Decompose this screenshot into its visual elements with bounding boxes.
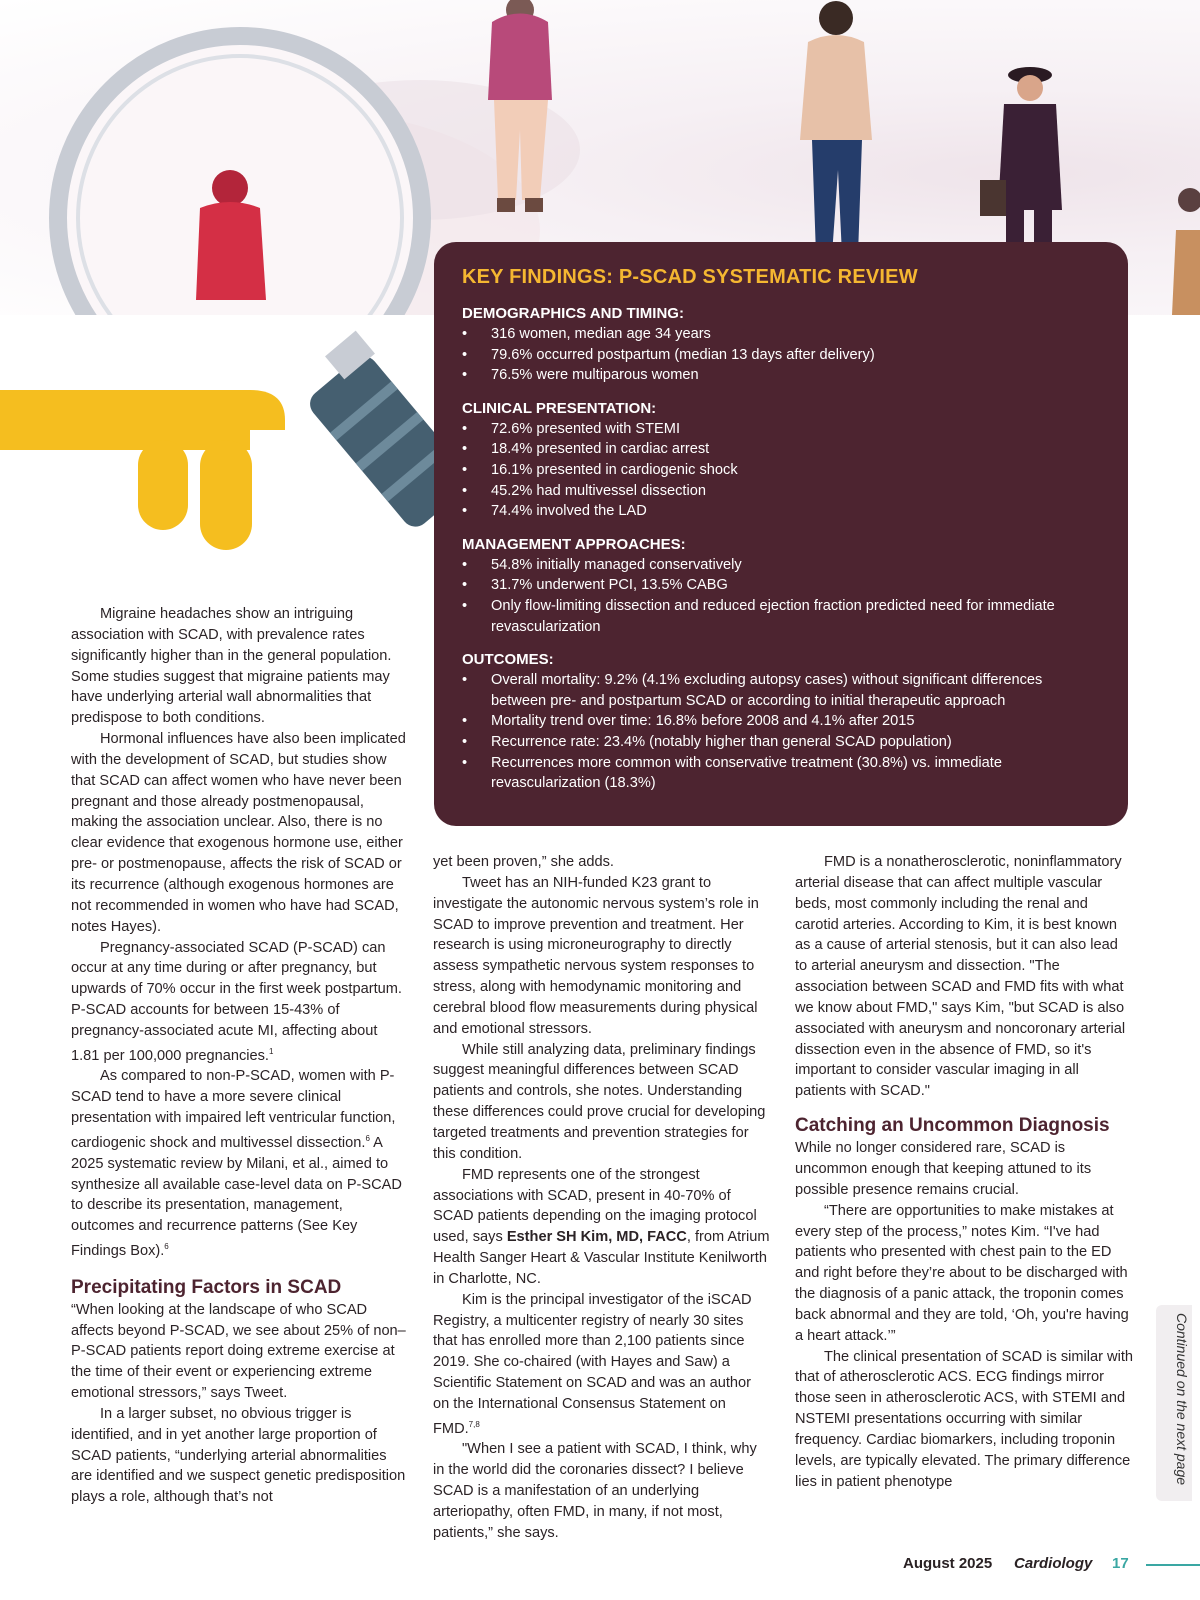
paragraph	[71, 1066, 408, 1261]
finding-item: • Mortality trend over time: 16.8% before 2008 and 4.1% after 2015	[462, 711, 1100, 732]
citation: 6	[164, 1242, 169, 1252]
finding-item: • 45.2% had multivessel dissection	[462, 481, 1100, 502]
footer-date: August 2025	[903, 1555, 993, 1572]
finding-item: • 18.4% presented in cardiac arrest	[462, 439, 1100, 460]
citation: 6	[365, 1133, 370, 1143]
article-column-3	[795, 852, 1133, 1492]
paragraph: In a larger subset, no obvious trigger is identified, and in yet another large proportion of SCAD patients, “underlying arterial abnormalities are identified and we suspect genetic predisposition plays a role, although that’s not	[71, 1405, 406, 1506]
finding-item: • 316 women, median age 34 years	[462, 324, 1100, 345]
footer-rule	[1146, 1564, 1200, 1566]
magnifier-illustration	[58, 36, 422, 315]
continued-tab	[1156, 1305, 1192, 1501]
paragraph-text: Pregnancy-associated SCAD (P-SCAD) can occur at any time during or after pregnancy, but upwards of 70% occur in the first week postpartum. P-SCAD accounts for between 15-43% of pregnancy-associated acute MI, affecting about 1.81 per 100,000 pregnancies.	[71, 939, 402, 1064]
paragraph-text: As compared to non-P-SCAD, women with P-SCAD tend to have a more severe clinical presentation with impaired left ventricular function, cardiogenic shock and multivessel dissection.	[71, 1068, 396, 1151]
paragraph-text: Kim is the principal investigator of the iSCAD Registry, a multicenter registry of nearly 30 sites that has enrolled more than 2,100 patients since 2019. She co-chaired (with Hayes and Saw) a Scientific Statement on SCAD and was an author on the International Consensus Statement on FMD.	[433, 1291, 752, 1437]
finding-item: • 54.8% initially managed conservatively	[462, 555, 1100, 576]
article-column-1	[71, 604, 408, 1508]
paragraph: While no longer considered rare, SCAD is uncommon enough that keeping attuned to its possible presence remains crucial.	[795, 1140, 1092, 1198]
finding-item: • Only flow-limiting dissection and reduced ejection fraction predicted need for immediate revascularization	[462, 596, 1100, 637]
citation: 7,8	[468, 1419, 480, 1429]
section-heading: CLINICAL PRESENTATION:	[462, 399, 657, 417]
paragraph-text: , from Atrium Health Sanger Heart & Vascular Institute Kenilworth in Charlotte, NC.	[433, 1229, 770, 1287]
paragraph: yet been proven,” she adds.	[433, 854, 614, 870]
finding-item: • 79.6% occurred postpartum (median 13 days after delivery)	[462, 345, 1100, 366]
page-number: 17	[1112, 1555, 1129, 1572]
key-findings-title: KEY FINDINGS: P-SCAD SYSTEMATIC REVIEW	[462, 266, 918, 288]
citation: 1	[268, 1046, 274, 1056]
paragraph: The clinical presentation of SCAD is similar with that of atherosclerotic ACS. ECG findings mirror those seen in atherosclerotic ACS, with STEMI and NSTEMI presentations occurring with similar frequency. Cardiac biomarkers, including troponin levels, are typically elevated. The primary difference lies in patient phenotype	[795, 1348, 1134, 1490]
article-column-2	[433, 852, 770, 1544]
paragraph: "When I see a patient with SCAD, I think, why in the world did the coronaries dissect? I believe SCAD is a manifestation of an underlying arteriopathy, often FMD, in many, if not most, patients,” she says.	[433, 1441, 757, 1541]
findings-list	[462, 419, 1100, 522]
paragraph: “There are opportunities to make mistakes at every step of the process,” notes Kim. “I've had patients who presented with chest pain to the ED and right before they’re about to be discharged with the diagnosis of a panic attack, the troponin comes back abnormal and they are told, ‘Oh, you're having a heart attack.’”	[795, 1202, 1129, 1344]
person-figure	[800, 1, 872, 260]
footer-publication: Cardiology	[1014, 1555, 1093, 1572]
paragraph: Hormonal influences have also been implicated with the development of SCAD, but studies show that SCAD can affect women who have never been pregnant and those already postmenopausal, making the association unclear. Also, there is no clear evidence that exogenous hormone use, either pre- or postmenopause, affects the risk of SCAD or its recurrence (although exogenous hormones are not recommended in women who have had SCAD, notes Hayes).	[71, 731, 406, 935]
finding-item: • 76.5% were multiparous women	[462, 365, 1100, 386]
paragraph: “When looking at the landscape of who SCAD affects beyond P-SCAD, we see about 25% of non–P-SCAD patients report doing extreme exercise at the time of their event or experiencing extreme emotional stressors,” says Tweet.	[71, 1301, 406, 1402]
paragraph: While still analyzing data, preliminary findings suggest meaningful differences between SCAD patients and controls, she notes. Understanding these differences could prove crucial for developing targeted treatments and prevention strategies for this condition.	[433, 1041, 766, 1162]
finding-item: • 31.7% underwent PCI, 13.5% CABG	[462, 575, 1100, 596]
section-heading: Catching an Uncommon Diagnosis	[795, 1115, 1110, 1137]
finding-item: • Recurrence rate: 23.4% (notably higher than general SCAD population)	[462, 732, 1100, 753]
findings-list	[462, 555, 1100, 637]
section-heading: Precipitating Factors in SCAD	[71, 1276, 342, 1298]
paragraph	[71, 938, 408, 1067]
paragraph-text: FMD represents one of the strongest associations with SCAD, present in 40-70% of SCAD patients depending on the imaging protocol used, says	[433, 1166, 757, 1246]
key-illustration	[0, 300, 440, 570]
key-findings-box	[434, 242, 1128, 826]
paragraph-text: A 2025 systematic review by Milani, et al., aimed to synthesize all available case-level data on P-SCAD to describe its presentation, management, outcomes and recurrence patterns (See Key Findings Box).	[71, 1134, 402, 1259]
section-heading: DEMOGRAPHICS AND TIMING:	[462, 305, 684, 322]
section-heading: MANAGEMENT APPROACHES:	[462, 535, 686, 553]
finding-item: • 72.6% presented with STEMI	[462, 419, 1100, 440]
paragraph	[433, 1290, 770, 1440]
findings-list	[462, 670, 1100, 794]
paragraph: Migraine headaches show an intriguing association with SCAD, with prevalence rates significantly higher than in the general population. Some studies suggest that migraine patients may have underlying arterial wall abnormalities that predispose to both conditions.	[71, 606, 392, 727]
finding-item: • 16.1% presented in cardiogenic shock	[462, 460, 1100, 481]
findings-list	[462, 324, 1100, 386]
paragraph: FMD is a nonatherosclerotic, noninflammatory arterial disease that can affect multiple vascular beds, most commonly including the renal and carotid arteries. According to Kim, it is best known as a cause of arterial stenosis, but it can also lead to arterial aneurysm and dissection. "The association between SCAD and FMD fits with what we know about FMD," says Kim, "but SCAD is also associated with aneurysm and noncoronary arterial dissection even in the absence of FMD, so it's important to consider vascular imaging in all patients with SCAD."	[795, 854, 1126, 1100]
finding-item: • Recurrences more common with conservative treatment (30.8%) vs. immediate revascularization (18.3%)	[462, 753, 1100, 794]
paragraph: Tweet has an NIH-funded K23 grant to investigate the autonomic nervous system’s role in SCAD to improve prevention and treatment. Her research is using microneurography to directly assess sympathetic nervous system responses to stress, along with hemodynamic monitoring and cerebral blood flow measurements during physical and emotional stressors.	[433, 874, 759, 1037]
name-highlight: Esther SH Kim, MD, FACC	[506, 1229, 687, 1246]
finding-item: • Overall mortality: 9.2% (4.1% excluding autopsy cases) without significant differences between pre- and postpartum SCAD or according to initial therapeutic approach	[462, 670, 1100, 711]
paragraph	[433, 1165, 770, 1290]
continued-note: Continued on the next page	[1174, 1313, 1190, 1486]
finding-item: • 74.4% involved the LAD	[462, 501, 1100, 522]
section-heading: OUTCOMES:	[462, 651, 554, 669]
